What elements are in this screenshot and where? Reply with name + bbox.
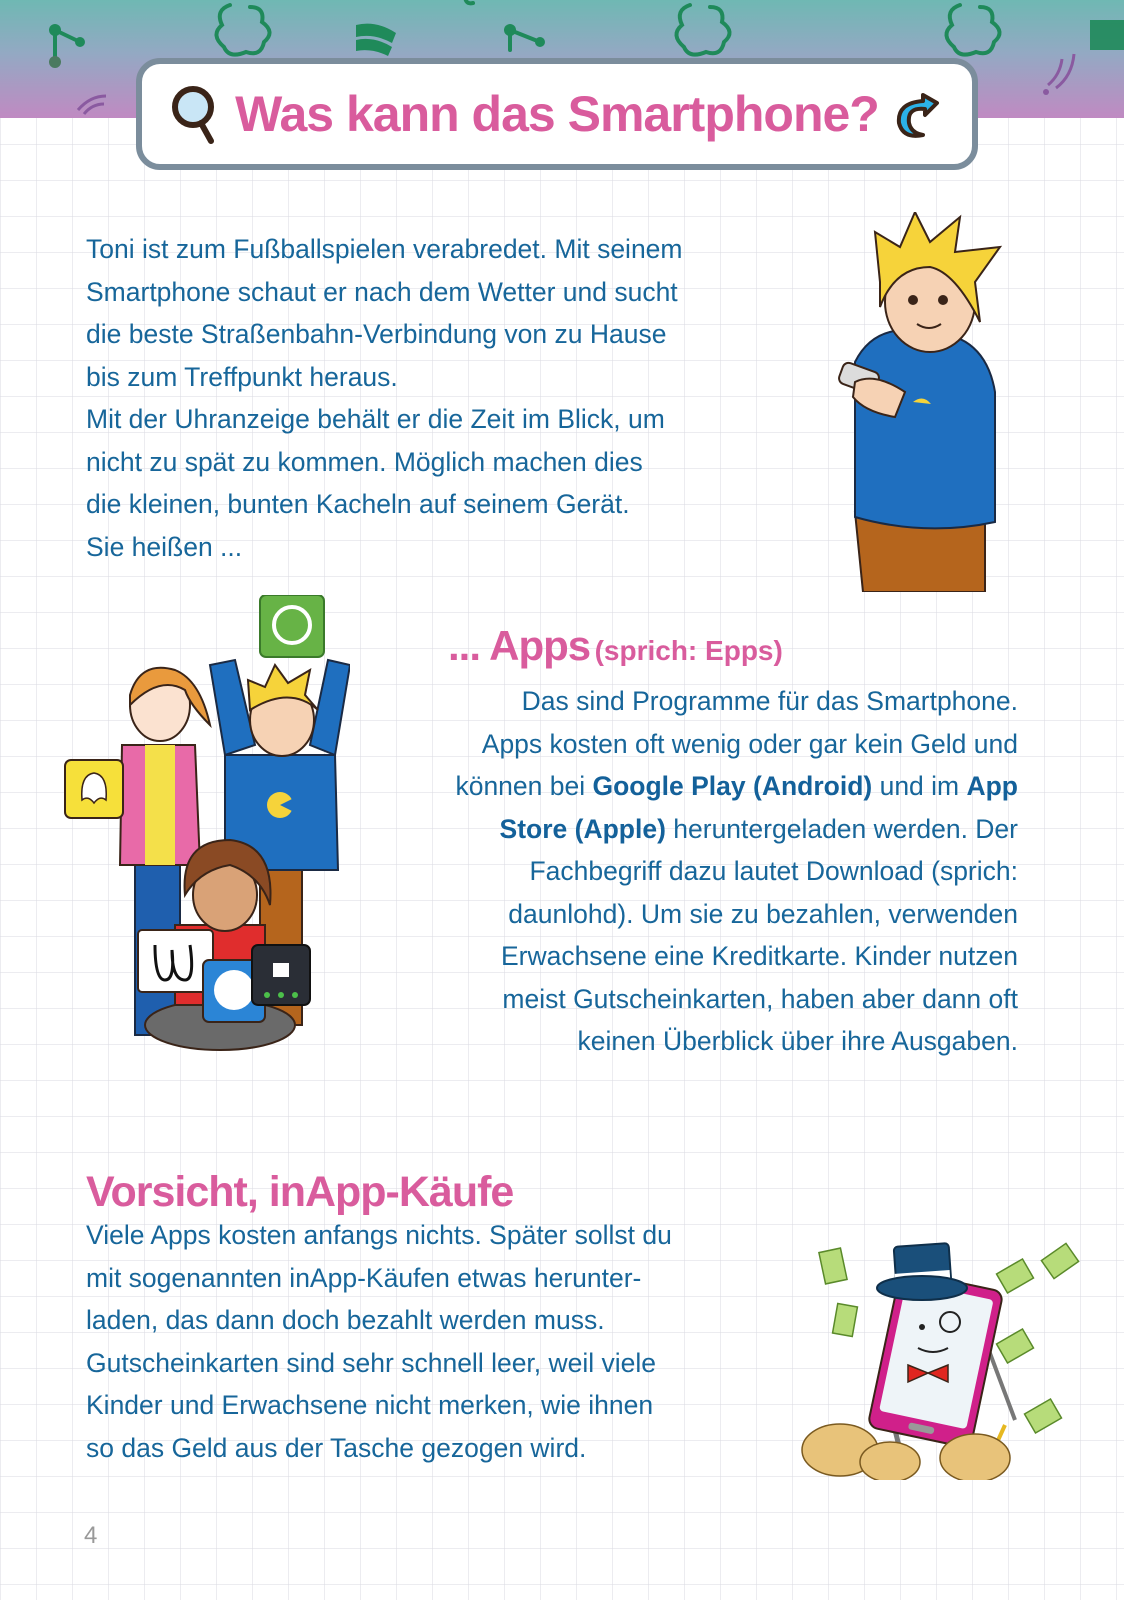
apps-line: Erwachsene eine Kreditkarte. Kinder nutzen xyxy=(500,941,1018,971)
warning-line: laden, das dann doch bezahlt werden muss. xyxy=(86,1305,605,1335)
page-number: 4 xyxy=(84,1522,98,1549)
warning-line: mit sogenannten inApp-Käufen etwas herunter- xyxy=(86,1262,642,1293)
intro-line: Mit der Uhranzeige behält er die Zeit im Blick, um xyxy=(86,404,665,434)
apps-line: Fachbegriff dazu lautet Download (sprich: xyxy=(529,856,1018,886)
inapp-warning-paragraph xyxy=(86,1214,672,1469)
apps-heading xyxy=(448,622,783,670)
magnifier-icon xyxy=(169,83,221,145)
apps-line: meist Gutscheinkarten, haben aber dann oft xyxy=(502,983,1018,1014)
apps-heading-main: ... Apps xyxy=(448,622,591,669)
intro-line: Smartphone schaut er nach dem Wetter und sucht xyxy=(86,276,678,307)
apps-line: Das sind Programme für das Smartphone. xyxy=(521,686,1018,716)
google-play-term: Google Play (Android) xyxy=(592,771,873,801)
title-box xyxy=(136,58,978,170)
app-store-term: Store (Apple) xyxy=(499,813,666,844)
inapp-warning-heading: Vorsicht, inApp-Käufe xyxy=(86,1168,514,1216)
boy-with-smartphone-illustration xyxy=(835,212,1015,592)
warning-line: Kinder und Erwachsene nicht merken, wie ihnen xyxy=(86,1390,654,1420)
intro-line: Toni ist zum Fußballspielen verabredet. Mit seinem xyxy=(86,234,683,264)
intro-line: Sie heißen ... xyxy=(86,531,243,562)
kids-holding-app-icons-illustration xyxy=(60,595,350,1065)
phone-with-top-hat-and-money-illustration xyxy=(800,1210,1080,1480)
apps-line: keinen Überblick über ihre Ausgaben. xyxy=(577,1026,1018,1056)
warning-line: Viele Apps kosten anfangs nichts. Später sollst du xyxy=(86,1220,672,1250)
apps-line: Apps kosten oft wenig oder gar kein Geld und xyxy=(481,728,1018,759)
intro-paragraph xyxy=(86,228,683,568)
intro-line: bis zum Treffpunkt heraus. xyxy=(86,361,398,392)
apps-line: können bei Google Play (Android) und im App xyxy=(455,771,1018,801)
warning-line: so das Geld aus der Tasche gezogen wird. xyxy=(86,1432,587,1463)
app-store-term: App xyxy=(966,771,1018,801)
apps-heading-pronunciation: (sprich: Epps) xyxy=(594,635,783,666)
refresh-arrow-icon xyxy=(893,83,945,145)
intro-line: nicht zu spät zu kommen. Möglich machen dies xyxy=(86,446,643,477)
page-title: Was kann das Smartphone? xyxy=(235,86,879,142)
intro-line: die kleinen, bunten Kacheln auf seinem Gerät. xyxy=(86,489,630,519)
intro-line: die beste Straßenbahn-Verbindung von zu Hause xyxy=(86,319,667,349)
apps-paragraph xyxy=(455,680,1018,1063)
warning-line: Gutscheinkarten sind sehr schnell leer, weil viele xyxy=(86,1347,657,1378)
apps-line: Store (Apple) heruntergeladen werden. Der xyxy=(499,813,1018,844)
apps-line: daunlohd). Um sie zu bezahlen, verwenden xyxy=(508,898,1018,929)
